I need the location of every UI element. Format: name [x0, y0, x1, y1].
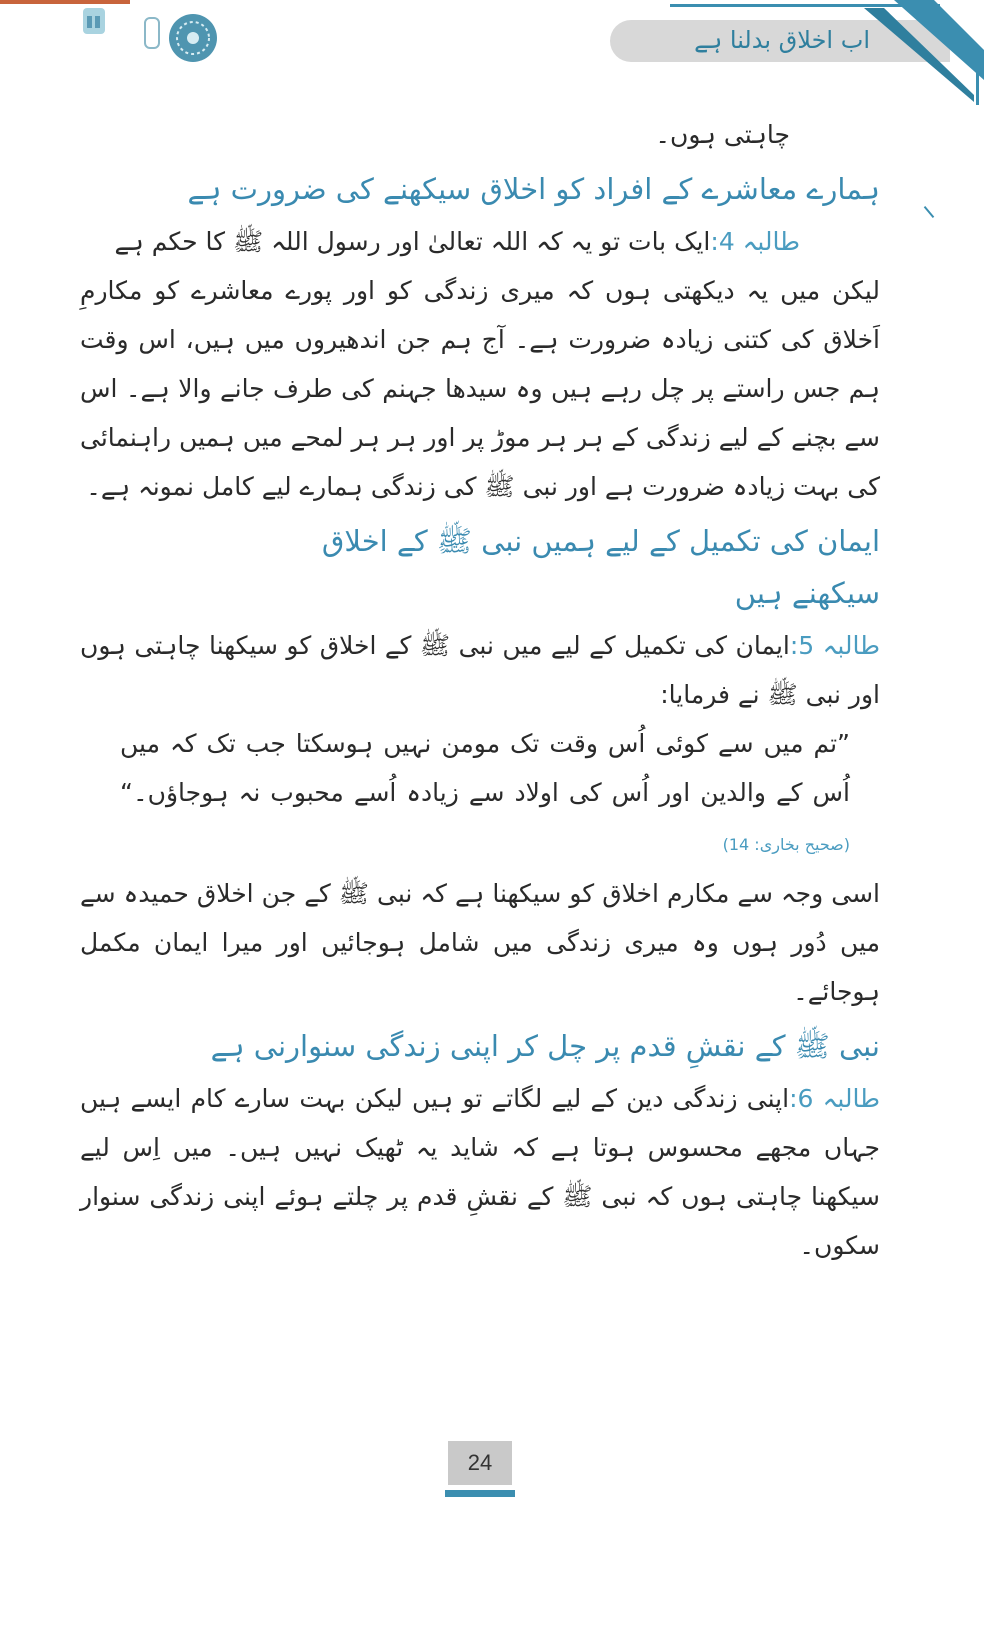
section-statement	[80, 1074, 880, 1270]
section-heading: نبی ﷺ کے نقشِ قدم پر چل کر اپنی زندگی سنوارنی ہے	[210, 1029, 880, 1063]
section-heading: ہمارے معاشرے کے افراد کو اخلاق سیکھنے کی ضرورت ہے	[187, 172, 880, 206]
intro-tail: چاہتی ہوں۔	[655, 120, 790, 149]
section-heading: ایمان کی تکمیل کے لیے ہمیں نبی ﷺ کے اخلاق سیکھنے ہیں	[321, 524, 880, 610]
hadith-reference: (صحیح بخاری: 14)	[722, 835, 850, 854]
statement-text: اپنی زندگی دین کے لیے لگاتے تو ہیں لیکن بہت سارے کام ایسے ہیں جہاں مجھے محسوس ہوتا ہے کہ شاید یہ ٹھیک نہیں ہیں۔ میں اِس لیے سیکھنا چاہتی ہوں کہ نبی ﷺ کے نقشِ قدم پر چلتے ہوئے اپنی زندگی سنوار سکوں۔	[80, 1084, 880, 1260]
speaker-label: طالبہ 4:	[710, 227, 800, 256]
speaker-label: طالبہ 5:	[789, 631, 880, 660]
hadith-quote	[80, 719, 880, 869]
margin-mark	[924, 206, 935, 218]
quote-text: ”تم میں سے کوئی اُس وقت تک مومن نہیں ہوسکتا جب تک کہ میں اُس کے والدین اور اُس کی اولاد سے زیادہ اُسے محبوب نہ ہوجاؤں۔“	[120, 729, 850, 807]
ramadan-ornament-icon	[75, 0, 225, 78]
page-number: 24	[448, 1441, 512, 1485]
speaker-label: طالبہ 6:	[789, 1084, 880, 1113]
section-statement	[80, 217, 880, 266]
page-number-underline	[445, 1490, 515, 1497]
statement-text: ایمان کی تکمیل کے لیے میں نبی ﷺ کے اخلاق کو سیکھنا چاہتی ہوں اور نبی ﷺ نے فرمایا:	[80, 631, 880, 709]
section-paragraph: اسی وجہ سے مکارم اخلاق کو سیکھنا ہے کہ نبی ﷺ کے جن اخلاق حمیدہ سے میں دُور ہوں وہ میری زندگی میں شامل ہوجائیں اور میرا ایمان مکمل ہوجائے۔	[80, 879, 880, 1006]
running-header-title: اب اخلاق بدلنا ہے	[694, 26, 870, 54]
section-statement	[80, 621, 880, 719]
section-paragraph: لیکن میں یہ دیکھتی ہوں کہ میری زندگی کو اور پورے معاشرے کو مکارمِ اَخلاق کی کتنی زیادہ ضرورت ہے۔ آج ہم جن اندھیروں میں ہیں، اس وقت ہم جس راستے پر چل رہے ہیں وہ سیدھا جہنم کی طرف جانے والا ہے۔ اس سے بچنے کے لیے زندگی کے ہر ہر موڑ پر اور ہر ہر لمحے میں ہمیں راہنمائی کی بہت زیادہ ضرورت ہے اور نبی ﷺ کی زندگی ہمارے لیے کامل نمونہ ہے۔	[80, 276, 880, 501]
statement-text: ایک بات تو یہ کہ اللہ تعالیٰ اور رسول اللہ ﷺ کا حکم ہے	[114, 227, 711, 256]
page-content	[80, 110, 880, 1270]
corner-decoration-icon	[864, 0, 984, 110]
